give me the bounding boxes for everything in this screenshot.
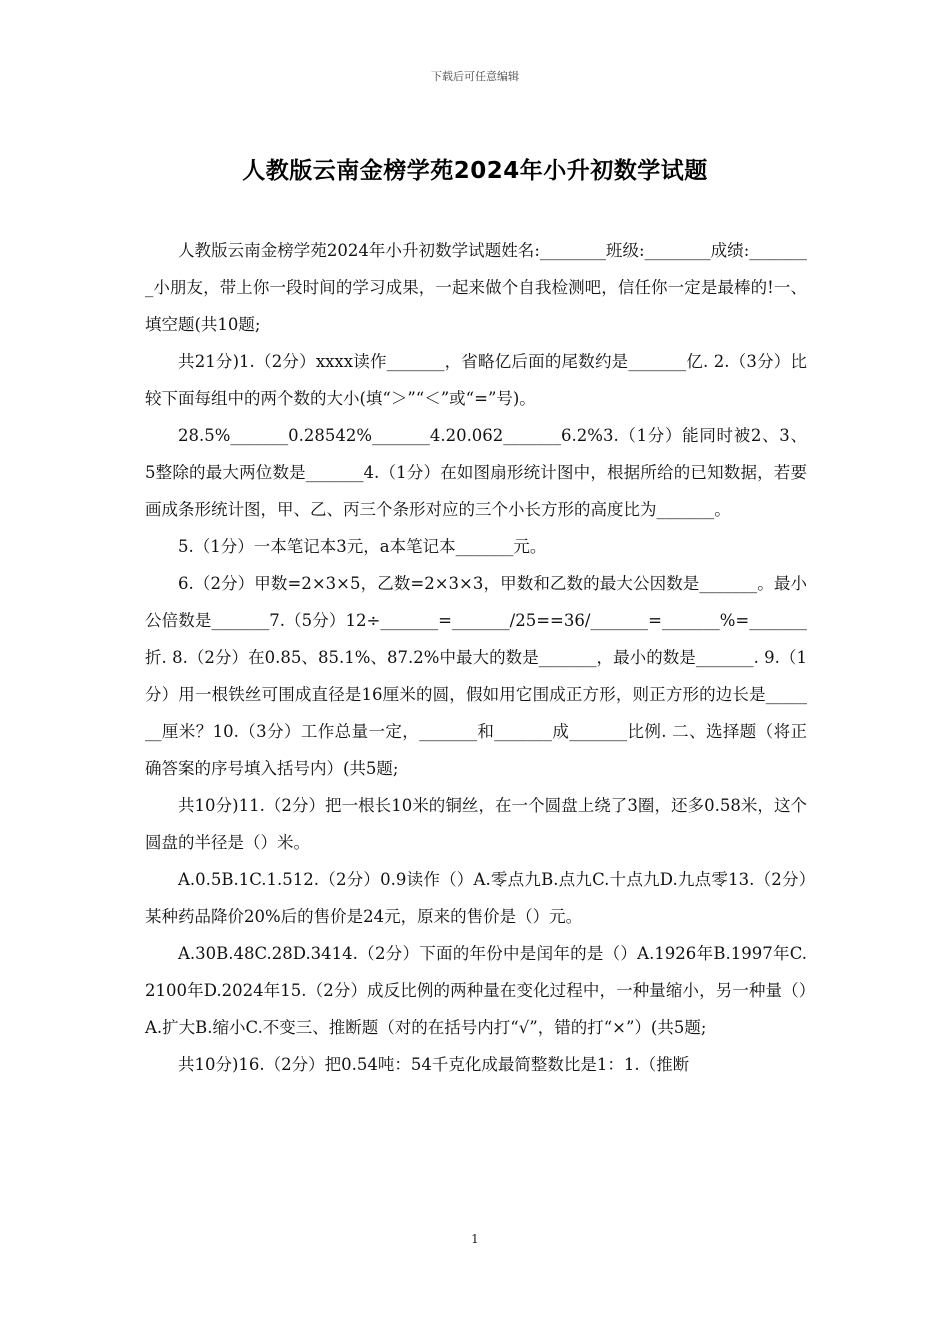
paragraph-fill-blank-1: 共21分)1.（2分）xxxx读作_______，省略亿后面的尾数约是_______亿. 2.（3分）比较下面每组中的两个数的大小(填“＞”“＜”或“=”号)。 xyxy=(145,352,807,408)
paragraph-fill-blank-2: 28.5%_______0.28542%_______4.20.062_______6.2%3.（1分）能同时被2、3、5整除的最大两位数是_______4.（1分）在如图扇形统计图中，根据所给的已知数据，若要画成条形统计图，甲、乙、丙三个条形对应的三个小长方形的高度比为_______。 xyxy=(145,426,807,519)
page-number: 1 xyxy=(471,1232,479,1246)
paragraph-question-11: 共10分)11.（2分）把一根长10米的铜丝，在一个圆盘上绕了3圈，还多0.58米，这个圆盘的半径是（）米。 xyxy=(145,796,807,852)
paragraph-question-5: 5.（1分）一本笔记本3元，a本笔记本_______元。 xyxy=(178,537,547,556)
paragraph-intro: 人教版云南金榜学苑2024年小升初数学试题姓名:________班级:________成绩:________小朋友，带上你一段时间的学习成果，一起来做个自我检测吧，信任你一定是最棒的!一、填空题(共10题; xyxy=(145,241,807,334)
paragraph-question-16: 共10分)16.（2分）把0.54吨：54千克化成最简整数比是1：1.（推断 xyxy=(178,1055,690,1074)
paragraph-questions-14-15: A.30B.48C.28D.3414.（2分）下面的年份中是闰年的是（）A.1926年B.1997年C.2100年D.2024年15.（2分）成反比例的两种量在变化过程中，一种量缩小，另一种量（）A.扩大B.缩小C.不变三、推断题（对的在括号内打“√”，错的打“×”）(共5题; xyxy=(145,944,807,1037)
header-note: 下载后可任意编辑 xyxy=(431,70,519,83)
document-body xyxy=(145,232,807,1083)
paragraph-questions-12-13: A.0.5B.1C.1.512.（2分）0.9读作（）A.零点九B.点九C.十点九D.九点零13.（2分）某种药品降价20%后的售价是24元，原来的售价是（）元。 xyxy=(145,870,807,926)
paragraph-questions-6-10: 6.（2分）甲数=2×3×5，乙数=2×3×3，甲数和乙数的最大公因数是_______。最小公倍数是_______7.（5分）12÷_______=_______/25==36/_______=_______%=_______折. 8.（2分）在0.85、85.1%、87.2%中最大的数是_______，最小的数是_______. 9.（1分）用一根铁丝可围成直径是16厘米的圆，假如用它围成正方形，则正方形的边长是_______厘米？10.（3分）工作总量一定，_______和_______成_______比例. 二、选择题（将正确答案的序号填入括号内）(共5题; xyxy=(145,574,807,778)
document-title: 人教版云南金榜学苑2024年小升初数学试题 xyxy=(242,158,708,184)
